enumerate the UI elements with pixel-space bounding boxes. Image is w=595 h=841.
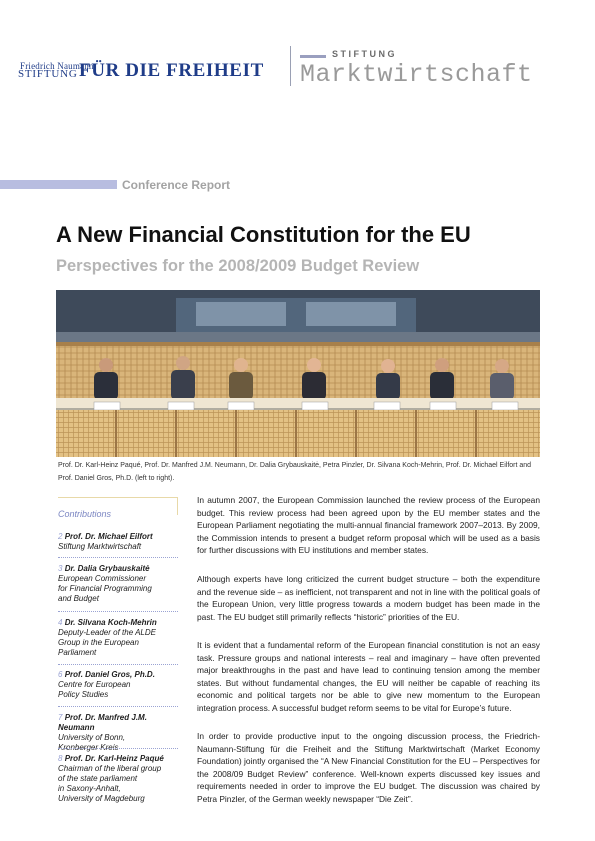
contributor-affiliation: European Commissioner [58, 574, 147, 583]
body-paragraph-4 [197, 730, 540, 806]
report-label: Conference Report [122, 178, 231, 192]
contribution-page: 6 [58, 670, 63, 679]
contributor-affiliation: Group in the European [58, 638, 139, 647]
paragraph-text: Although experts have long criticized the current budget structure – both the expenditure and the revenue side – as inefficient, not transparent and not in line with the political goals of the European Union, very little progress towards a modern budget has been made in the past. The EU budget still primarily reflects “historic” priorities of the EU. [197, 574, 540, 622]
contributor-affiliation: of the state parliament [58, 774, 138, 783]
contributor-affiliation: Policy Studies [58, 690, 109, 699]
contribution-separator [58, 557, 178, 558]
photo-caption: Prof. Dr. Karl-Heinz Paqué, Prof. Dr. Manfred J.M. Neumann, Dr. Dalia Grybauskaitė, Petra Pinzler, Dr. Silvana Koch-Mehrin, Prof. Dr. Michael Eilfort and Prof. Daniel Gros, Ph.D. (left to right). [58, 462, 532, 482]
contributor-affiliation: Deputy-Leader of the ALDE [58, 628, 156, 637]
contribution-item [58, 532, 178, 552]
contribution-item [58, 754, 178, 804]
smw-logo-stiftung-text: STIFTUNG [332, 49, 397, 59]
body-paragraph-1 [197, 494, 540, 557]
contributor-affiliation: and Budget [58, 594, 99, 603]
contributor-name: Prof. Dr. Michael Eilfort [64, 532, 153, 541]
page-subtitle: Perspectives for the 2008/2009 Budget Review [56, 257, 420, 275]
contributor-affiliation: University of Bonn, [58, 733, 126, 742]
body-paragraph-3 [197, 639, 540, 715]
logo-divider [290, 46, 291, 86]
panel-photo [56, 290, 540, 457]
sidebar-border-top [58, 497, 178, 498]
sidebar-border-right [177, 497, 178, 515]
contributor-name: Prof. Dr. Manfred J.M. Neumann [58, 713, 147, 732]
page-title: A New Financial Constitution for the EU [56, 222, 471, 247]
contributor-name: Prof. Dr. Karl-Heinz Paqué [64, 754, 164, 763]
contributor-affiliation: University of Magdeburg [58, 794, 145, 803]
contribution-item [58, 713, 178, 753]
contributor-name: Prof. Daniel Gros, Ph.D. [64, 670, 155, 679]
contribution-separator [58, 611, 178, 612]
body-paragraph-2 [197, 573, 540, 623]
paragraph-text: In order to provide productive input to the ongoing discussion process, the Friedrich-Naumann-Stiftung für die Freiheit and the Stiftung Marktwirtschaft (Market Economy Foundation) jointly organised the “A New Financial Constitution for the EU – Perspectives for the 2008/09 Budget Review” conference. Well-known experts discussed key issues and requirements needed in order to improve the EU budget. The discussion was chaired by Petra Pinzler, of the German weekly newspaper “Die Zeit”. [197, 731, 540, 804]
smw-logo-name: Marktwirtschaft [300, 60, 533, 89]
paragraph-text: In autumn 2007, the European Commission launched the review process of the European budget. This review process had been agreed upon by the EU member states and the European Parliament negotiating the multi-annual financial framework 2007–2013. By 2009, the Commission intends to present a budget reform proposal which will be used as a basis for further discussions with EU institutions and member states. [197, 495, 540, 556]
paragraph-text: It is evident that a fundamental reform of the European financial constitution is not an easy task. Pressure groups and national interests – real and imaginary – have often prevented major breakthroughs in the past and have lead to continuing tension among the member states. But without fundamental changes, the EU will neither be capable of reaching its economic and political targets nor be able to give new momentum to the European integration process. A successful budget reform seems to be vital for Europe’s future. [197, 640, 540, 713]
contribution-item [58, 564, 178, 604]
smw-logo-bar [300, 55, 326, 58]
report-accent-bar [0, 180, 117, 189]
contribution-item [58, 618, 178, 658]
fnf-logo-name: FÜR DIE FREIHEIT [79, 60, 264, 81]
fnf-logo-stiftung-text: STIFTUNG [18, 68, 78, 80]
contributor-name: Dr. Dalia Grybauskaitė [64, 564, 150, 573]
contribution-page: 2 [58, 532, 63, 541]
contribution-separator [58, 664, 178, 665]
contributor-affiliation: Stiftung Marktwirtschaft [58, 542, 142, 551]
contribution-page: 3 [58, 564, 63, 573]
contributor-affiliation: Centre for European [58, 680, 131, 689]
fnf-logo-small-text: Friedrich Naumann [20, 61, 94, 71]
contribution-item [58, 670, 178, 700]
contribution-separator [58, 748, 178, 749]
contribution-page: 4 [58, 618, 63, 627]
contributor-affiliation: in Saxony-Anhalt, [58, 784, 121, 793]
contributor-affiliation: Chairman of the liberal group [58, 764, 162, 773]
contributor-affiliation: Kronberger Kreis [58, 743, 119, 752]
contributor-name: Dr. Silvana Koch-Mehrin [64, 618, 157, 627]
contribution-separator [58, 706, 178, 707]
contributions-heading: Contributions [58, 509, 112, 519]
contribution-page: 8 [58, 754, 63, 763]
contribution-page: 7 [58, 713, 63, 722]
contributor-affiliation: Parliament [58, 648, 97, 657]
contributor-affiliation: for Financial Programming [58, 584, 152, 593]
